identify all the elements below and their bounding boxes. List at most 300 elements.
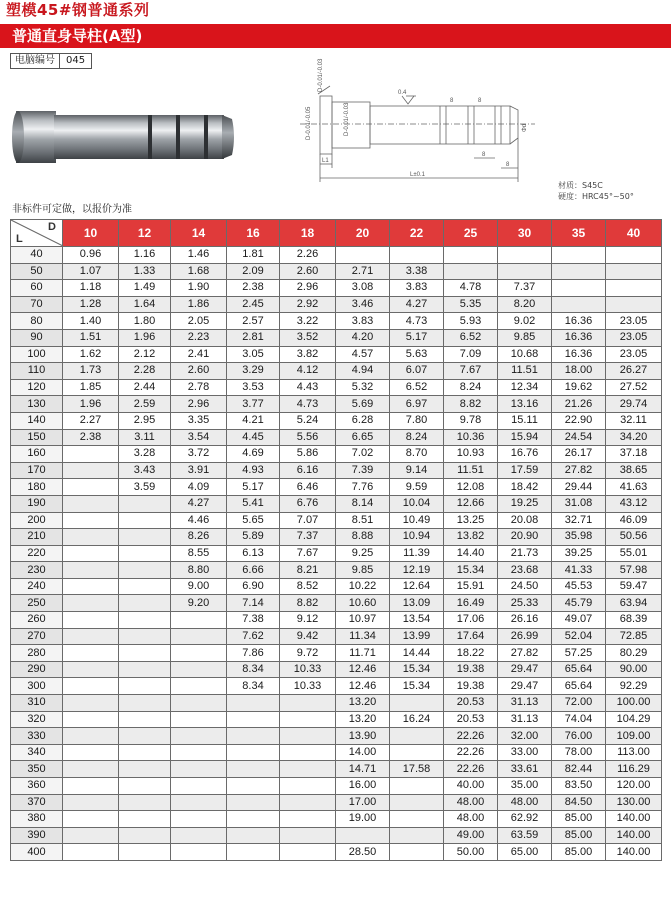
- price-cell: 3.11: [119, 429, 171, 446]
- price-cell: 7.37: [498, 280, 552, 297]
- price-cell: 29.47: [498, 678, 552, 695]
- price-cell: 48.00: [444, 811, 498, 828]
- price-cell: 8.34: [227, 678, 280, 695]
- price-cell: [63, 512, 119, 529]
- length-cell: 360: [11, 778, 63, 795]
- price-cell: 17.06: [444, 612, 498, 629]
- dim-label-8b: 8: [506, 162, 510, 168]
- price-cell: 3.82: [280, 346, 336, 363]
- price-cell: 33.00: [498, 744, 552, 761]
- price-cell: 6.52: [444, 329, 498, 346]
- price-cell: 13.09: [390, 595, 444, 612]
- price-cell: 4.46: [171, 512, 227, 529]
- price-cell: 8.70: [390, 446, 444, 463]
- price-cell: [119, 545, 171, 562]
- table-row: [11, 761, 662, 778]
- price-cell: [280, 811, 336, 828]
- price-cell: 2.57: [227, 313, 280, 330]
- price-cell: 23.05: [606, 313, 662, 330]
- price-cell: 3.83: [336, 313, 390, 330]
- price-cell: 22.26: [444, 761, 498, 778]
- price-cell: 0.96: [63, 247, 119, 264]
- table-row: [11, 661, 662, 678]
- price-cell: 27.52: [606, 379, 662, 396]
- table-row: [11, 429, 662, 446]
- price-cell: 31.08: [552, 495, 606, 512]
- price-cell: 43.12: [606, 495, 662, 512]
- table-row: [11, 462, 662, 479]
- price-cell: 13.25: [444, 512, 498, 529]
- price-cell: 26.99: [498, 628, 552, 645]
- price-cell: 20.53: [444, 695, 498, 712]
- price-cell: 19.00: [336, 811, 390, 828]
- table-row: [11, 695, 662, 712]
- length-cell: 140: [11, 412, 63, 429]
- dim-label-l1: L1: [322, 158, 329, 164]
- price-cell: 7.80: [390, 412, 444, 429]
- price-cell: [63, 578, 119, 595]
- length-cell: 190: [11, 495, 63, 512]
- price-cell: 68.39: [606, 612, 662, 629]
- price-cell: 2.60: [171, 363, 227, 380]
- price-cell: 31.13: [498, 711, 552, 728]
- length-cell: 290: [11, 661, 63, 678]
- price-cell: 16.36: [552, 329, 606, 346]
- price-cell: 35.98: [552, 529, 606, 546]
- length-cell: 210: [11, 529, 63, 546]
- price-cell: 10.33: [280, 661, 336, 678]
- price-cell: 1.40: [63, 313, 119, 330]
- column-header: 22: [390, 220, 444, 247]
- price-cell: 140.00: [606, 811, 662, 828]
- price-cell: 45.79: [552, 595, 606, 612]
- price-cell: 5.69: [336, 396, 390, 413]
- price-cell: [390, 744, 444, 761]
- price-cell: 8.52: [280, 578, 336, 595]
- price-cell: 29.44: [552, 479, 606, 496]
- table-row: [11, 678, 662, 695]
- price-cell: [63, 645, 119, 662]
- price-cell: 104.29: [606, 711, 662, 728]
- dim-label-phid: Φd: [522, 123, 528, 132]
- price-cell: 8.51: [336, 512, 390, 529]
- price-cell: 2.41: [171, 346, 227, 363]
- price-cell: [227, 827, 280, 844]
- table-row: [11, 612, 662, 629]
- price-cell: 2.60: [280, 263, 336, 280]
- price-cell: [227, 844, 280, 861]
- price-cell: 7.67: [280, 545, 336, 562]
- price-cell: [63, 844, 119, 861]
- table-row: [11, 479, 662, 496]
- price-cell: 113.00: [606, 744, 662, 761]
- price-cell: [119, 744, 171, 761]
- length-cell: 180: [11, 479, 63, 496]
- length-cell: 40: [11, 247, 63, 264]
- price-cell: 57.98: [606, 562, 662, 579]
- price-cell: [119, 844, 171, 861]
- price-cell: [63, 728, 119, 745]
- price-cell: 1.28: [63, 296, 119, 313]
- price-cell: 48.00: [498, 794, 552, 811]
- price-cell: 9.85: [336, 562, 390, 579]
- table-row: [11, 313, 662, 330]
- table-row: [11, 346, 662, 363]
- price-cell: 11.39: [390, 545, 444, 562]
- price-cell: 9.12: [280, 612, 336, 629]
- price-cell: [280, 728, 336, 745]
- price-cell: 1.80: [119, 313, 171, 330]
- price-cell: 52.04: [552, 628, 606, 645]
- price-cell: 25.33: [498, 595, 552, 612]
- column-header: 20: [336, 220, 390, 247]
- price-cell: 10.97: [336, 612, 390, 629]
- price-cell: [444, 247, 498, 264]
- price-cell: 24.54: [552, 429, 606, 446]
- price-cell: 3.59: [119, 479, 171, 496]
- price-cell: 7.38: [227, 612, 280, 629]
- price-cell: 7.86: [227, 645, 280, 662]
- price-cell: 8.24: [390, 429, 444, 446]
- price-cell: 22.26: [444, 744, 498, 761]
- price-cell: 6.07: [390, 363, 444, 380]
- length-cell: 320: [11, 711, 63, 728]
- price-cell: 4.20: [336, 329, 390, 346]
- price-cell: 82.44: [552, 761, 606, 778]
- price-cell: [119, 578, 171, 595]
- price-cell: 16.36: [552, 346, 606, 363]
- price-cell: 20.53: [444, 711, 498, 728]
- length-cell: 160: [11, 446, 63, 463]
- price-cell: 10.93: [444, 446, 498, 463]
- price-cell: 3.29: [227, 363, 280, 380]
- price-cell: [63, 562, 119, 579]
- price-cell: [227, 778, 280, 795]
- table-row: [11, 628, 662, 645]
- price-cell: 8.24: [444, 379, 498, 396]
- price-cell: 78.00: [552, 744, 606, 761]
- price-cell: 2.45: [227, 296, 280, 313]
- price-cell: 1.62: [63, 346, 119, 363]
- product-title: 普通直身导柱(A型): [12, 27, 143, 45]
- length-cell: 130: [11, 396, 63, 413]
- price-cell: 6.90: [227, 578, 280, 595]
- price-cell: 92.29: [606, 678, 662, 695]
- price-cell: 12.19: [390, 562, 444, 579]
- price-cell: 5.24: [280, 412, 336, 429]
- price-cell: 2.28: [119, 363, 171, 380]
- price-cell: 23.05: [606, 329, 662, 346]
- table-row: [11, 280, 662, 297]
- price-cell: [119, 728, 171, 745]
- price-cell: 2.38: [227, 280, 280, 297]
- price-cell: [171, 711, 227, 728]
- table-row: [11, 396, 662, 413]
- price-cell: 3.28: [119, 446, 171, 463]
- price-cell: 65.64: [552, 678, 606, 695]
- table-row: [11, 844, 662, 861]
- price-cell: 1.68: [171, 263, 227, 280]
- price-cell: 16.76: [498, 446, 552, 463]
- price-cell: 84.50: [552, 794, 606, 811]
- price-cell: 15.34: [444, 562, 498, 579]
- product-banner: [0, 24, 671, 48]
- price-cell: 62.92: [498, 811, 552, 828]
- price-cell: 13.82: [444, 529, 498, 546]
- dim-label-8d: 8: [478, 98, 482, 104]
- length-cell: 280: [11, 645, 63, 662]
- price-cell: 10.49: [390, 512, 444, 529]
- price-cell: [119, 827, 171, 844]
- price-cell: 72.00: [552, 695, 606, 712]
- column-header: 10: [63, 220, 119, 247]
- table-row: [11, 446, 662, 463]
- price-cell: 8.80: [171, 562, 227, 579]
- length-cell: 170: [11, 462, 63, 479]
- table-row: [11, 811, 662, 828]
- price-cell: 3.05: [227, 346, 280, 363]
- price-cell: 4.45: [227, 429, 280, 446]
- price-cell: 46.09: [606, 512, 662, 529]
- price-cell: 5.41: [227, 495, 280, 512]
- table-row: [11, 545, 662, 562]
- price-cell: 5.65: [227, 512, 280, 529]
- price-cell: 2.59: [119, 396, 171, 413]
- price-cell: 8.82: [444, 396, 498, 413]
- price-cell: [63, 778, 119, 795]
- price-cell: 2.26: [280, 247, 336, 264]
- price-cell: [119, 495, 171, 512]
- column-header: 12: [119, 220, 171, 247]
- price-cell: 80.29: [606, 645, 662, 662]
- price-cell: 22.26: [444, 728, 498, 745]
- length-cell: 200: [11, 512, 63, 529]
- price-cell: [552, 296, 606, 313]
- price-cell: 1.46: [171, 247, 227, 264]
- price-cell: 3.72: [171, 446, 227, 463]
- price-cell: [280, 794, 336, 811]
- column-header: 18: [280, 220, 336, 247]
- length-cell: 60: [11, 280, 63, 297]
- price-cell: 3.83: [390, 280, 444, 297]
- price-cell: [63, 545, 119, 562]
- price-cell: [63, 811, 119, 828]
- corner-l-label: L: [16, 233, 23, 245]
- price-cell: 17.00: [336, 794, 390, 811]
- price-cell: 37.18: [606, 446, 662, 463]
- price-cell: 8.20: [498, 296, 552, 313]
- length-cell: 370: [11, 794, 63, 811]
- price-cell: 8.26: [171, 529, 227, 546]
- price-cell: [498, 247, 552, 264]
- hardness-line: 硬度：HRC45°~50°: [558, 192, 634, 201]
- length-cell: 100: [11, 346, 63, 363]
- column-header: 35: [552, 220, 606, 247]
- price-cell: 76.00: [552, 728, 606, 745]
- price-cell: 15.91: [444, 578, 498, 595]
- corner-d-label: D: [48, 221, 56, 233]
- price-cell: [390, 695, 444, 712]
- price-cell: [119, 529, 171, 546]
- length-cell: 110: [11, 363, 63, 380]
- price-cell: 1.85: [63, 379, 119, 396]
- price-cell: 24.50: [498, 578, 552, 595]
- price-table: [10, 219, 662, 861]
- price-cell: 8.88: [336, 529, 390, 546]
- price-cell: 49.00: [444, 827, 498, 844]
- price-cell: 2.96: [171, 396, 227, 413]
- price-cell: [390, 811, 444, 828]
- table-row: [11, 363, 662, 380]
- price-cell: 26.16: [498, 612, 552, 629]
- price-cell: 20.08: [498, 512, 552, 529]
- price-cell: 13.20: [336, 695, 390, 712]
- price-cell: 45.53: [552, 578, 606, 595]
- price-cell: 4.73: [280, 396, 336, 413]
- table-row: [11, 329, 662, 346]
- price-cell: 3.43: [119, 462, 171, 479]
- price-cell: [171, 761, 227, 778]
- table-row: [11, 296, 662, 313]
- price-cell: [119, 512, 171, 529]
- price-cell: 9.25: [336, 545, 390, 562]
- table-row: [11, 778, 662, 795]
- price-cell: 140.00: [606, 844, 662, 861]
- price-cell: 65.64: [552, 661, 606, 678]
- price-cell: [63, 678, 119, 695]
- price-cell: 18.42: [498, 479, 552, 496]
- price-cell: 13.20: [336, 711, 390, 728]
- price-cell: 26.17: [552, 446, 606, 463]
- price-cell: [119, 661, 171, 678]
- dim-label-l: L±0.1: [410, 172, 425, 178]
- column-header: 25: [444, 220, 498, 247]
- price-cell: [171, 778, 227, 795]
- price-cell: 20.90: [498, 529, 552, 546]
- price-cell: [63, 794, 119, 811]
- length-cell: 330: [11, 728, 63, 745]
- price-cell: 100.00: [606, 695, 662, 712]
- price-cell: 57.25: [552, 645, 606, 662]
- price-cell: 19.38: [444, 678, 498, 695]
- price-cell: 63.94: [606, 595, 662, 612]
- price-cell: 65.00: [498, 844, 552, 861]
- price-cell: 9.02: [498, 313, 552, 330]
- price-cell: 2.27: [63, 412, 119, 429]
- price-cell: [606, 280, 662, 297]
- dim-label-d2: D-0.01/-0.03: [344, 102, 350, 136]
- table-row: [11, 529, 662, 546]
- price-cell: 23.68: [498, 562, 552, 579]
- code-label: 电脑编号: [11, 54, 60, 68]
- dim-label-d1: D-0.01/-0.05: [306, 106, 312, 140]
- price-cell: [280, 827, 336, 844]
- price-cell: [63, 711, 119, 728]
- price-cell: [119, 811, 171, 828]
- price-cell: 6.66: [227, 562, 280, 579]
- price-cell: [390, 844, 444, 861]
- table-row: [11, 827, 662, 844]
- price-cell: 16.49: [444, 595, 498, 612]
- price-cell: 12.66: [444, 495, 498, 512]
- price-cell: 116.29: [606, 761, 662, 778]
- price-cell: [119, 794, 171, 811]
- price-cell: [63, 462, 119, 479]
- price-cell: 130.00: [606, 794, 662, 811]
- table-row: [11, 645, 662, 662]
- price-cell: 5.63: [390, 346, 444, 363]
- price-cell: 1.33: [119, 263, 171, 280]
- table-header-row: [11, 220, 662, 247]
- price-cell: 1.64: [119, 296, 171, 313]
- price-cell: 8.14: [336, 495, 390, 512]
- price-cell: 5.89: [227, 529, 280, 546]
- price-cell: 8.21: [280, 562, 336, 579]
- price-cell: [227, 761, 280, 778]
- price-cell: 5.32: [336, 379, 390, 396]
- price-cell: 3.91: [171, 462, 227, 479]
- price-cell: 7.14: [227, 595, 280, 612]
- length-cell: 50: [11, 263, 63, 280]
- price-cell: 1.18: [63, 280, 119, 297]
- column-header: 14: [171, 220, 227, 247]
- price-cell: 1.81: [227, 247, 280, 264]
- price-cell: [171, 811, 227, 828]
- price-cell: 29.74: [606, 396, 662, 413]
- length-cell: 150: [11, 429, 63, 446]
- price-cell: 14.71: [336, 761, 390, 778]
- price-cell: 11.51: [498, 363, 552, 380]
- length-cell: 220: [11, 545, 63, 562]
- price-cell: 41.63: [606, 479, 662, 496]
- price-cell: 4.73: [390, 313, 444, 330]
- price-cell: [63, 695, 119, 712]
- price-cell: [63, 529, 119, 546]
- price-cell: [63, 446, 119, 463]
- price-cell: 2.09: [227, 263, 280, 280]
- price-cell: [171, 728, 227, 745]
- price-cell: 2.81: [227, 329, 280, 346]
- price-cell: 6.46: [280, 479, 336, 496]
- price-cell: 16.00: [336, 778, 390, 795]
- price-cell: [280, 761, 336, 778]
- price-cell: 7.07: [280, 512, 336, 529]
- price-cell: 55.01: [606, 545, 662, 562]
- price-cell: [63, 479, 119, 496]
- price-cell: 14.44: [390, 645, 444, 662]
- table-row: [11, 744, 662, 761]
- price-cell: 16.24: [390, 711, 444, 728]
- price-cell: 9.72: [280, 645, 336, 662]
- price-cell: [227, 794, 280, 811]
- price-cell: [444, 263, 498, 280]
- price-cell: 50.56: [606, 529, 662, 546]
- price-cell: 140.00: [606, 827, 662, 844]
- price-cell: [171, 827, 227, 844]
- price-cell: 6.52: [390, 379, 444, 396]
- price-cell: 2.12: [119, 346, 171, 363]
- price-cell: [336, 247, 390, 264]
- price-cell: 39.25: [552, 545, 606, 562]
- price-cell: 6.97: [390, 396, 444, 413]
- price-cell: 2.38: [63, 429, 119, 446]
- custom-note: 非标件可定做，以报价为准: [12, 204, 132, 215]
- price-cell: 90.00: [606, 661, 662, 678]
- price-cell: [390, 794, 444, 811]
- price-cell: 3.46: [336, 296, 390, 313]
- price-cell: 6.65: [336, 429, 390, 446]
- length-cell: 300: [11, 678, 63, 695]
